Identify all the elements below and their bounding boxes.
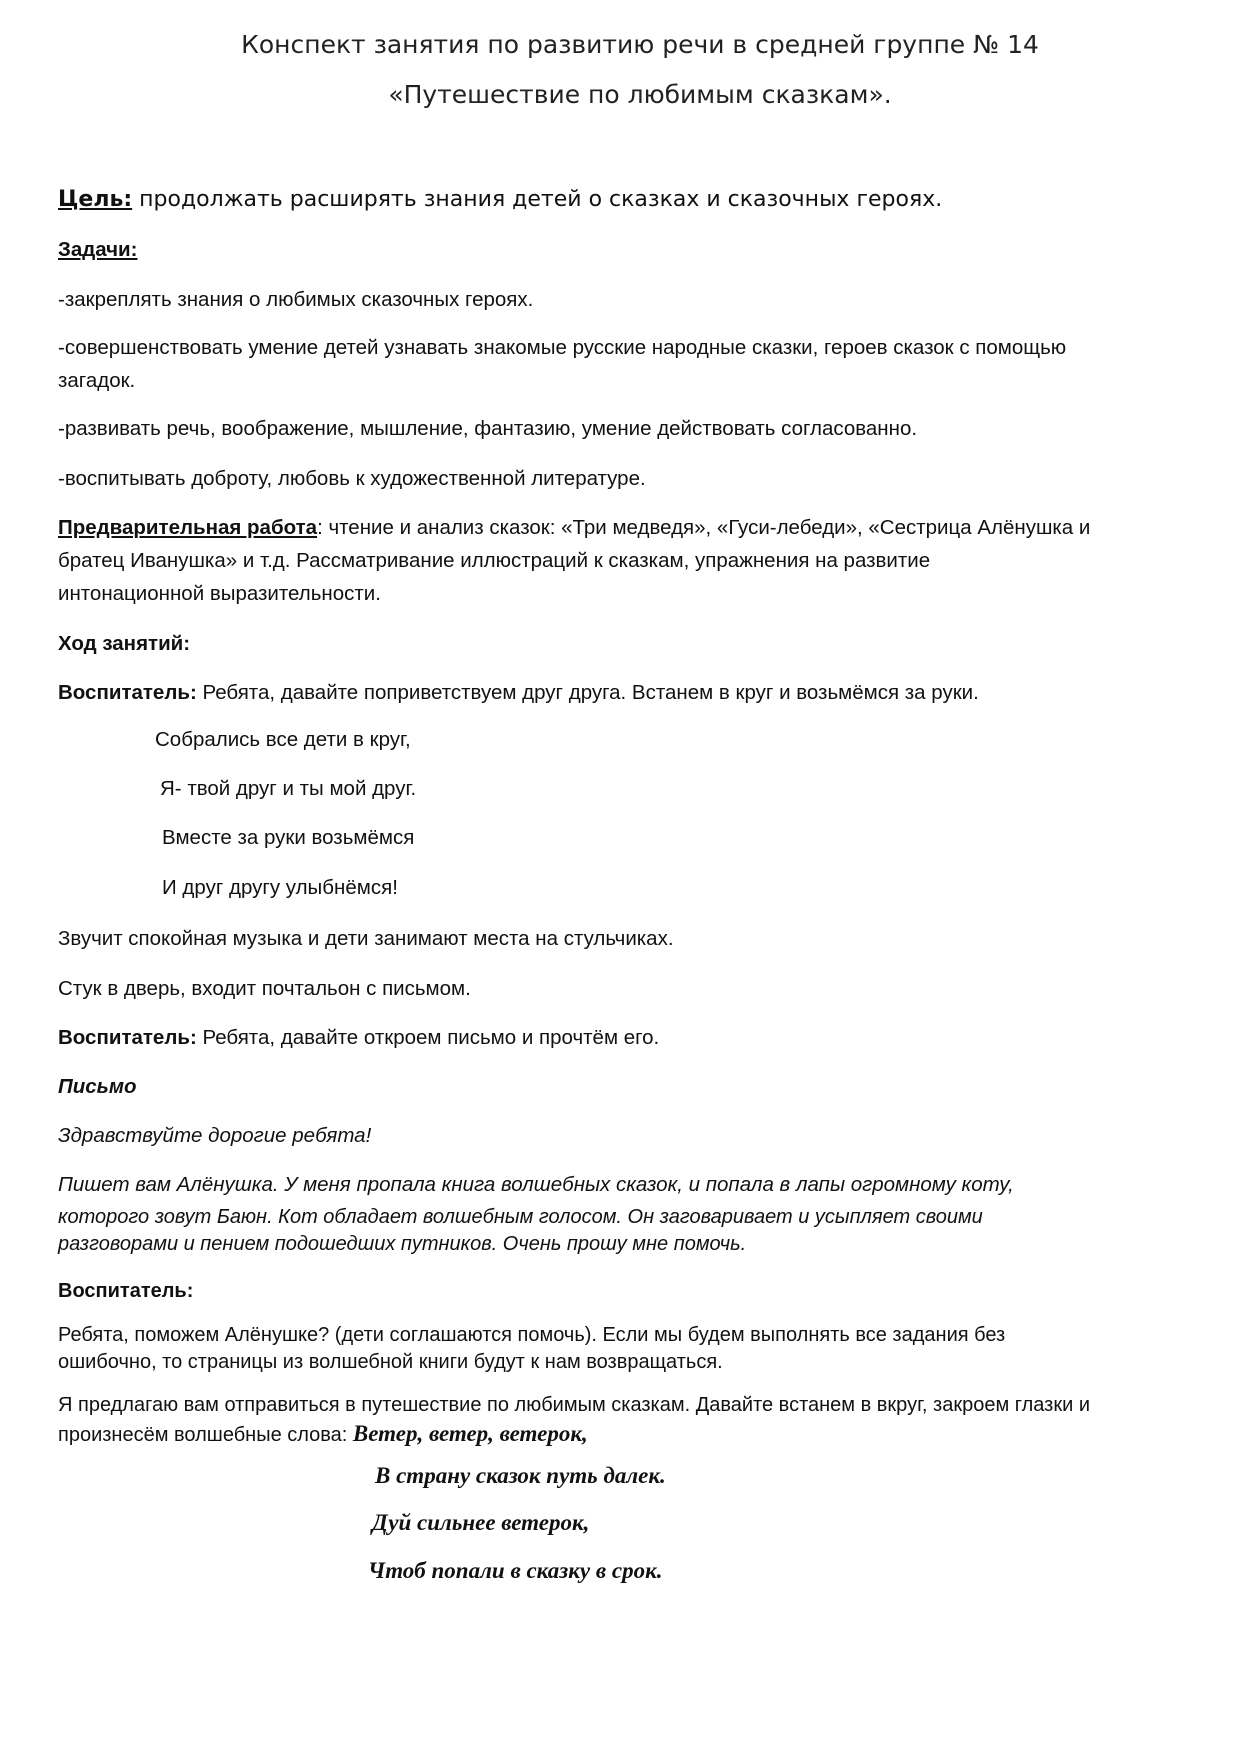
music-line: Звучит спокойная музыка и дети занимают места на стульчиках. xyxy=(58,927,674,950)
task-item: -закреплять знания о любимых сказочных героях. xyxy=(58,288,534,311)
task-item: загадок. xyxy=(58,369,136,392)
prelim-line2: братец Иванушка» и т.д. Рассматривание иллюстраций к сказкам, упражнения на развитие xyxy=(58,549,931,572)
page-title: Конспект занятия по развитию речи в средней группе № 14 xyxy=(241,30,1039,59)
goal-label: Цель: xyxy=(58,187,133,212)
magic-word: Ветер, ветер, ветерок, xyxy=(352,1421,588,1446)
teacher-label: Воспитатель: xyxy=(58,681,197,704)
prelim-line3: интонационной выразительности. xyxy=(58,582,381,605)
teacher-text: Ребята, давайте поприветствуем друг друга. Встанем в круг и возьмёмся за руки. xyxy=(196,681,979,704)
help-line: ошибочно, то страницы из волшебной книги будут к нам возвращаться. xyxy=(58,1351,723,1373)
tasks-heading: Задачи: xyxy=(58,238,138,261)
teacher-text: Ребята, давайте откроем письмо и прочтём его. xyxy=(196,1026,660,1049)
letter-greeting: Здравствуйте дорогие ребята! xyxy=(58,1124,372,1147)
help-line: Ребята, поможем Алёнушке? (дети соглашаются помочь). Если мы будем выполнять все задания без xyxy=(58,1324,1006,1346)
task-item: -развивать речь, воображение, мышление, фантазию, умение действовать согласованно. xyxy=(58,417,918,440)
poem-line: Собрались все дети в круг, xyxy=(155,728,411,751)
task-item: -воспитывать доброту, любовь к художественной литературе. xyxy=(58,467,646,490)
course-heading: Ход занятий: xyxy=(58,632,191,655)
letter-line: которого зовут Баюн. Кот обладает волшебным голосом. Он заговаривает и усыпляет своими xyxy=(58,1206,983,1228)
goal-line xyxy=(58,183,1198,216)
letter-line: Пишет вам Алёнушка. У меня пропала книга волшебных сказок, и попала в лапы огромному коту, xyxy=(58,1173,1014,1196)
prelim-label: Предварительная работа xyxy=(58,516,318,539)
task-item: -совершенствовать умение детей узнавать знакомые русские народные сказки, героев сказок с помощью xyxy=(58,336,1067,359)
letter-heading: Письмо xyxy=(58,1075,137,1098)
goal-text: продолжать расширять знания детей о сказках и сказочных героях. xyxy=(132,187,943,212)
poem-line: И друг другу улыбнёмся! xyxy=(162,876,398,899)
teacher-line xyxy=(58,676,1198,709)
knock-line: Стук в дверь, входит почтальон с письмом. xyxy=(58,977,471,1000)
travel-text: произнесём волшебные слова: xyxy=(58,1424,353,1446)
magic-word: В страну сказок путь далек. xyxy=(375,1463,666,1488)
poem-line: Вместе за руки возьмёмся xyxy=(162,826,415,849)
page-subtitle: «Путешествие по любимым сказкам». xyxy=(388,80,892,109)
magic-word: Чтоб попали в сказку в срок. xyxy=(368,1558,663,1583)
letter-line: разговорами и пением подошедших путников. Очень прошу мне помочь. xyxy=(58,1233,747,1255)
prelim-text: : чтение и анализ сказок: «Три медведя», «Гуси-лебеди», «Сестрица Алёнушка и xyxy=(317,516,1091,539)
teacher-line-2 xyxy=(58,1021,1198,1054)
travel-line-2 xyxy=(58,1420,1198,1449)
teacher-label: Воспитатель: xyxy=(58,1026,197,1049)
poem-line: Я- твой друг и ты мой друг. xyxy=(160,777,417,800)
prelim-line xyxy=(58,511,1198,544)
teacher-label-2: Воспитатель: xyxy=(58,1280,194,1302)
travel-line: Я предлагаю вам отправиться в путешествие по любимым сказкам. Давайте встанем в вкруг, закроем глазки и xyxy=(58,1394,1090,1416)
magic-word: Дуй сильнее ветерок, xyxy=(372,1510,590,1535)
